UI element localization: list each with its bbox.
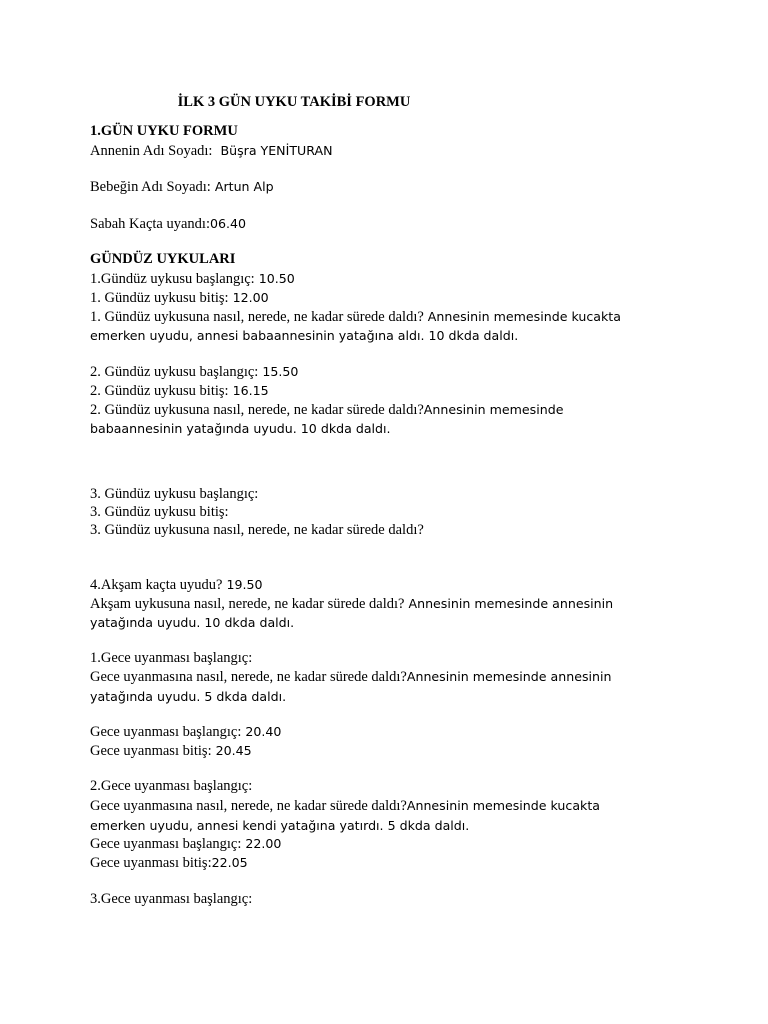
mother-name-row [90, 141, 333, 160]
night1-end-row [90, 741, 252, 760]
nap3-how-label: 3. Gündüz uykusuna nasıl, nerede, ne kadar sürede daldı? [90, 522, 424, 538]
nap2-how-value-2: babaannesinin yatağında uyudu. 10 dkda daldı. [90, 421, 391, 436]
evening-value: 19.50 [226, 577, 263, 592]
night2-start-label: 2.Gece uyanması başlangıç: [90, 778, 253, 794]
night1-how-row [90, 667, 611, 686]
baby-name-row [90, 177, 274, 196]
nap1-end-label: 1. Gündüz uykusu bitiş: [90, 290, 229, 306]
night1-end-label: Gece uyanması bitiş: [90, 743, 212, 759]
day-naps-heading: GÜNDÜZ UYKULARI [90, 251, 236, 267]
nap2-end-row [90, 381, 269, 400]
night2-end-row [90, 853, 248, 872]
nap1-how-label: 1. Gündüz uykusuna nasıl, nerede, ne kadar sürede daldı? [90, 309, 424, 325]
mother-name-label: Annenin Adı Soyadı: [90, 143, 213, 159]
night1-how-value-2: yatağında uyudu. 5 dkda daldı. [90, 689, 287, 704]
nap1-start-row [90, 269, 295, 288]
nap3-start-label: 3. Gündüz uykusu başlangıç: [90, 486, 259, 502]
night3-start-label: 3.Gece uyanması başlangıç: [90, 891, 253, 907]
wake-time-value: 06.40 [210, 216, 247, 231]
wake-time-label: Sabah Kaçta uyandı: [90, 216, 210, 232]
night1-start2-label: Gece uyanması başlangıç: [90, 724, 242, 740]
nap2-how-row [90, 400, 563, 419]
nap2-start-row [90, 362, 298, 381]
baby-name-value: Artun Alp [214, 179, 274, 194]
nap1-start-label: 1.Gündüz uykusu başlangıç: [90, 271, 255, 287]
mother-name-value: Büşra YENİTURAN [220, 143, 333, 158]
nap2-end-label: 2. Gündüz uykusu bitiş: [90, 383, 229, 399]
night2-end-label: Gece uyanması bitiş: [90, 855, 212, 871]
day1-heading: 1.GÜN UYKU FORMU [90, 123, 238, 139]
night2-start2-value: 22.00 [245, 836, 282, 851]
nap1-how-row [90, 307, 621, 326]
page-title: İLK 3 GÜN UYKU TAKİBİ FORMU [177, 94, 411, 110]
nap2-start-label: 2. Gündüz uykusu başlangıç: [90, 364, 259, 380]
nap1-end-value: 12.00 [232, 290, 269, 305]
night1-start-label: 1.Gece uyanması başlangıç: [90, 650, 253, 666]
evening-label: 4.Akşam kaçta uyudu? [90, 577, 223, 593]
night2-end-value: 22.05 [211, 855, 248, 870]
night2-start2-row [90, 834, 281, 853]
nap2-end-value: 16.15 [232, 383, 269, 398]
evening-how-value-2: yatağında uyudu. 10 dkda daldı. [90, 615, 295, 630]
wake-time-row [90, 214, 246, 233]
night1-start2-row [90, 722, 281, 741]
nap1-how-value-1: Annesinin memesinde kucakta [427, 309, 621, 324]
night2-how-row [90, 796, 600, 815]
night1-how-label: Gece uyanmasına nasıl, nerede, ne kadar sürede daldı? [90, 669, 407, 685]
night2-how-value-1: Annesinin memesinde kucakta [406, 798, 600, 813]
night2-how-label: Gece uyanmasına nasıl, nerede, ne kadar sürede daldı? [90, 798, 407, 814]
night2-start2-label: Gece uyanması başlangıç: [90, 836, 242, 852]
nap2-how-value-1: Annesinin memesinde [423, 402, 564, 417]
nap1-start-value: 10.50 [258, 271, 295, 286]
evening-row [90, 575, 263, 594]
night2-how-value-2: emerken uyudu, annesi kendi yatağına yatırdı. 5 dkda daldı. [90, 818, 470, 833]
night1-how-value-1: Annesinin memesinde annesinin [406, 669, 612, 684]
nap3-end-label: 3. Gündüz uykusu bitiş: [90, 504, 229, 520]
evening-how-value-1: Annesinin memesinde annesinin [408, 596, 614, 611]
nap1-end-row [90, 288, 269, 307]
evening-how-row [90, 594, 613, 613]
nap1-how-value-2: emerken uyudu, annesi babaannesinin yatağına aldı. 10 dkda daldı. [90, 328, 519, 343]
baby-name-label: Bebeğin Adı Soyadı: [90, 179, 211, 195]
nap2-how-label: 2. Gündüz uykusuna nasıl, nerede, ne kadar sürede daldı? [90, 402, 424, 418]
evening-how-label: Akşam uykusuna nasıl, nerede, ne kadar sürede daldı? [90, 596, 405, 612]
nap2-start-value: 15.50 [262, 364, 299, 379]
night1-end-value: 20.45 [215, 743, 252, 758]
night1-start2-value: 20.40 [245, 724, 282, 739]
